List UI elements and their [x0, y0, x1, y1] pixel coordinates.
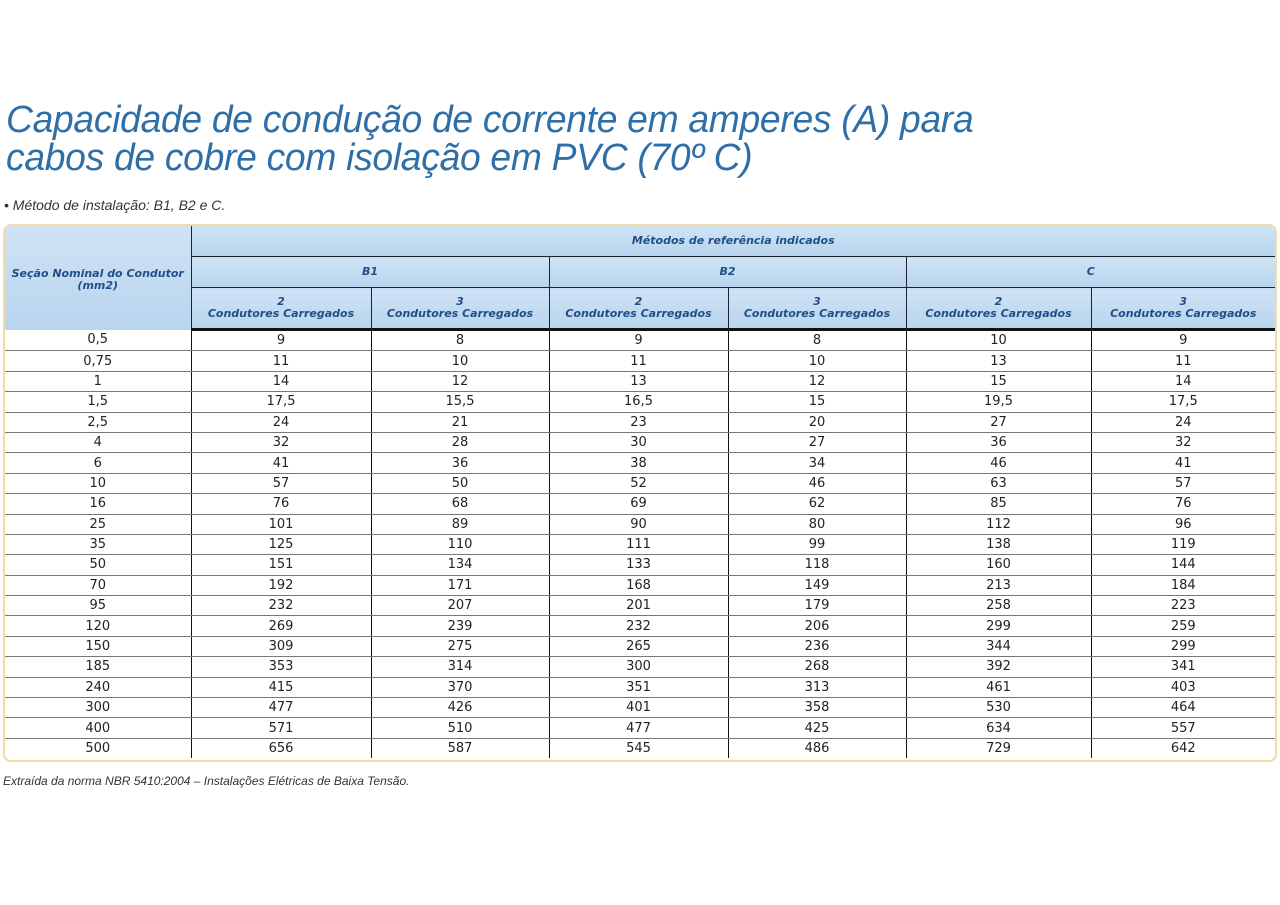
ampacity-table-container — [3, 224, 1277, 762]
ampacity-cell: 314 — [371, 657, 549, 677]
ampacity-cell: 16,5 — [549, 392, 728, 412]
conductor-count: 3 — [456, 295, 464, 308]
ampacity-cell: 201 — [549, 596, 728, 616]
table-row — [5, 392, 1275, 412]
ampacity-cell: 46 — [728, 473, 906, 493]
table-row — [5, 698, 1275, 718]
ampacity-cell: 415 — [191, 677, 371, 697]
ampacity-cell: 34 — [728, 453, 906, 473]
table-row — [5, 432, 1275, 452]
ampacity-cell: 353 — [191, 657, 371, 677]
ampacity-cell: 530 — [906, 698, 1091, 718]
ampacity-cell: 76 — [1091, 494, 1275, 514]
table-row — [5, 657, 1275, 677]
conductor-section-header-line1: Seção Nominal do Condutor — [11, 266, 184, 280]
section-cell: 16 — [5, 494, 191, 514]
loaded-conductors-header — [1091, 288, 1275, 330]
ampacity-cell: 138 — [906, 534, 1091, 554]
section-cell: 240 — [5, 677, 191, 697]
ampacity-cell: 206 — [728, 616, 906, 636]
ampacity-cell: 168 — [549, 575, 728, 595]
reference-methods-header: Métodos de referência indicados — [191, 226, 1275, 257]
ampacity-cell: 341 — [1091, 657, 1275, 677]
ampacity-cell: 313 — [728, 677, 906, 697]
table-row — [5, 453, 1275, 473]
ampacity-cell: 557 — [1091, 718, 1275, 738]
title-line-1: Capacidade de condução de corrente em amperes (A) para — [6, 99, 974, 141]
ampacity-cell: 236 — [728, 636, 906, 656]
ampacity-cell: 80 — [728, 514, 906, 534]
conductor-count: 3 — [1179, 295, 1188, 308]
ampacity-cell: 111 — [549, 534, 728, 554]
ampacity-cell: 119 — [1091, 534, 1275, 554]
table-row — [5, 616, 1275, 636]
section-cell: 25 — [5, 514, 191, 534]
ampacity-cell: 32 — [191, 432, 371, 452]
ampacity-cell: 20 — [728, 412, 906, 432]
method-c-header: C — [906, 257, 1275, 288]
source-footnote: Extraída da norma NBR 5410:2004 – Instalações Elétricas de Baixa Tensão. — [3, 774, 410, 788]
ampacity-cell: 299 — [1091, 636, 1275, 656]
table-row — [5, 636, 1275, 656]
ampacity-cell: 265 — [549, 636, 728, 656]
ampacity-cell: 403 — [1091, 677, 1275, 697]
page-title — [6, 101, 973, 177]
ampacity-cell: 41 — [1091, 453, 1275, 473]
loaded-conductors-header — [728, 288, 906, 330]
section-cell: 0,5 — [5, 330, 191, 351]
ampacity-cell: 69 — [549, 494, 728, 514]
ampacity-cell: 125 — [191, 534, 371, 554]
ampacity-cell: 729 — [906, 738, 1091, 758]
ampacity-cell: 9 — [549, 330, 728, 351]
ampacity-cell: 12 — [728, 371, 906, 391]
ampacity-cell: 477 — [549, 718, 728, 738]
ampacity-cell: 12 — [371, 371, 549, 391]
ampacity-cell: 370 — [371, 677, 549, 697]
section-cell: 0,75 — [5, 351, 191, 371]
conductor-count: 2 — [277, 295, 285, 308]
ampacity-cell: 634 — [906, 718, 1091, 738]
ampacity-cell: 179 — [728, 596, 906, 616]
ampacity-cell: 232 — [549, 616, 728, 636]
ampacity-cell: 642 — [1091, 738, 1275, 758]
ampacity-cell: 15 — [728, 392, 906, 412]
ampacity-cell: 30 — [549, 432, 728, 452]
table-row — [5, 718, 1275, 738]
ampacity-cell: 133 — [549, 555, 728, 575]
table-row — [5, 473, 1275, 493]
ampacity-cell: 110 — [371, 534, 549, 554]
ampacity-cell: 144 — [1091, 555, 1275, 575]
ampacity-cell: 351 — [549, 677, 728, 697]
section-cell: 1,5 — [5, 392, 191, 412]
ampacity-cell: 17,5 — [191, 392, 371, 412]
ampacity-cell: 160 — [906, 555, 1091, 575]
ampacity-cell: 19,5 — [906, 392, 1091, 412]
ampacity-cell: 232 — [191, 596, 371, 616]
ampacity-cell: 510 — [371, 718, 549, 738]
conductor-label: Condutores Carregados — [386, 307, 534, 320]
ampacity-cell: 27 — [906, 412, 1091, 432]
conductor-section-header — [5, 226, 191, 330]
section-cell: 185 — [5, 657, 191, 677]
section-cell: 10 — [5, 473, 191, 493]
ampacity-cell: 656 — [191, 738, 371, 758]
ampacity-cell: 90 — [549, 514, 728, 534]
ampacity-cell: 28 — [371, 432, 549, 452]
conductor-count: 3 — [813, 295, 821, 308]
section-cell: 95 — [5, 596, 191, 616]
ampacity-cell: 344 — [906, 636, 1091, 656]
section-cell: 50 — [5, 555, 191, 575]
table-body — [5, 330, 1275, 759]
ampacity-cell: 76 — [191, 494, 371, 514]
ampacity-cell: 24 — [191, 412, 371, 432]
loaded-conductors-header — [906, 288, 1091, 330]
table-row — [5, 412, 1275, 432]
section-cell: 4 — [5, 432, 191, 452]
ampacity-cell: 57 — [191, 473, 371, 493]
ampacity-cell: 10 — [906, 330, 1091, 351]
ampacity-cell: 15,5 — [371, 392, 549, 412]
ampacity-cell: 11 — [191, 351, 371, 371]
loaded-conductors-header — [371, 288, 549, 330]
ampacity-cell: 15 — [906, 371, 1091, 391]
ampacity-cell: 358 — [728, 698, 906, 718]
ampacity-cell: 461 — [906, 677, 1091, 697]
ampacity-cell: 426 — [371, 698, 549, 718]
section-cell: 2,5 — [5, 412, 191, 432]
section-cell: 500 — [85, 741, 111, 756]
table-row — [5, 330, 1275, 351]
ampacity-cell: 99 — [728, 534, 906, 554]
method-b1-header: B1 — [191, 257, 549, 288]
ampacity-cell: 36 — [371, 453, 549, 473]
conductor-label: Condutores Carregados — [1110, 307, 1257, 320]
ampacity-cell: 299 — [906, 616, 1091, 636]
table-row — [5, 575, 1275, 595]
table-row — [5, 534, 1275, 554]
title-line-2: cabos de cobre com isolação em PVC (70º C) — [6, 137, 753, 179]
table-row — [5, 596, 1275, 616]
ampacity-cell: 24 — [1091, 412, 1275, 432]
section-cell: 6 — [5, 453, 191, 473]
ampacity-cell: 300 — [549, 657, 728, 677]
ampacity-cell: 425 — [728, 718, 906, 738]
conductor-label: Condutores Carregados — [925, 307, 1072, 320]
ampacity-cell: 101 — [191, 514, 371, 534]
ampacity-cell: 11 — [549, 351, 728, 371]
ampacity-cell: 52 — [549, 473, 728, 493]
ampacity-cell: 63 — [906, 473, 1091, 493]
ampacity-cell: 9 — [1091, 330, 1275, 351]
ampacity-cell: 38 — [549, 453, 728, 473]
ampacity-cell: 96 — [1091, 514, 1275, 534]
ampacity-cell: 14 — [191, 371, 371, 391]
ampacity-cell: 151 — [191, 555, 371, 575]
table-row — [5, 738, 1275, 758]
ampacity-cell: 13 — [549, 371, 728, 391]
ampacity-cell: 545 — [549, 738, 728, 758]
ampacity-cell: 62 — [728, 494, 906, 514]
ampacity-cell: 17,5 — [1091, 392, 1275, 412]
ampacity-cell: 85 — [906, 494, 1091, 514]
ampacity-cell: 184 — [1091, 575, 1275, 595]
ampacity-cell: 50 — [371, 473, 549, 493]
conductor-section-header-line2: (mm2) — [77, 278, 119, 292]
ampacity-table — [5, 226, 1275, 758]
ampacity-cell: 269 — [191, 616, 371, 636]
ampacity-cell: 21 — [371, 412, 549, 432]
ampacity-cell: 275 — [371, 636, 549, 656]
conductor-count: 2 — [634, 295, 643, 308]
section-cell: 400 — [5, 718, 191, 738]
ampacity-cell: 464 — [1091, 698, 1275, 718]
section-cell: 120 — [5, 616, 191, 636]
ampacity-cell: 10 — [728, 351, 906, 371]
conductor-label: Condutores Carregados — [207, 307, 355, 320]
ampacity-cell: 13 — [906, 351, 1091, 371]
table-row — [5, 555, 1275, 575]
method-b2-header: B2 — [549, 257, 906, 288]
ampacity-cell: 192 — [191, 575, 371, 595]
conductor-count: 2 — [994, 295, 1003, 308]
ampacity-cell: 268 — [728, 657, 906, 677]
ampacity-cell: 89 — [371, 514, 549, 534]
conductor-label: Condutores Carregados — [565, 307, 712, 320]
table-row — [5, 514, 1275, 534]
ampacity-cell: 309 — [191, 636, 371, 656]
loaded-conductors-header — [191, 288, 371, 330]
ampacity-cell: 57 — [1091, 473, 1275, 493]
ampacity-cell: 112 — [906, 514, 1091, 534]
ampacity-cell: 486 — [728, 738, 906, 758]
ampacity-cell: 36 — [906, 432, 1091, 452]
conductor-label: Condutores Carregados — [743, 307, 891, 320]
ampacity-cell: 32 — [1091, 432, 1275, 452]
ampacity-cell: 27 — [728, 432, 906, 452]
ampacity-cell: 213 — [906, 575, 1091, 595]
ampacity-cell: 8 — [728, 330, 906, 351]
ampacity-cell: 392 — [906, 657, 1091, 677]
ampacity-cell: 10 — [371, 351, 549, 371]
ampacity-cell: 171 — [371, 575, 549, 595]
ampacity-cell: 68 — [371, 494, 549, 514]
ampacity-cell: 239 — [371, 616, 549, 636]
ampacity-cell: 571 — [191, 718, 371, 738]
table-row — [5, 351, 1275, 371]
ampacity-cell: 118 — [728, 555, 906, 575]
section-cell: 70 — [5, 575, 191, 595]
section-cell: 1 — [5, 371, 191, 391]
ampacity-cell: 207 — [371, 596, 549, 616]
ampacity-cell: 401 — [549, 698, 728, 718]
ampacity-cell: 11 — [1091, 351, 1275, 371]
ampacity-cell: 223 — [1091, 596, 1275, 616]
ampacity-cell: 23 — [549, 412, 728, 432]
section-cell: 35 — [5, 534, 191, 554]
section-cell: 150 — [5, 636, 191, 656]
ampacity-cell: 149 — [728, 575, 906, 595]
table-row — [5, 677, 1275, 697]
installation-method-note: • Método de instalação: B1, B2 e C. — [4, 197, 226, 213]
ampacity-cell: 14 — [1091, 371, 1275, 391]
ampacity-cell: 9 — [191, 330, 371, 351]
ampacity-cell: 259 — [1091, 616, 1275, 636]
table-row — [5, 371, 1275, 391]
section-cell: 300 — [5, 698, 191, 718]
ampacity-cell: 41 — [191, 453, 371, 473]
ampacity-cell: 587 — [371, 738, 549, 758]
ampacity-cell: 8 — [371, 330, 549, 351]
ampacity-cell: 46 — [906, 453, 1091, 473]
table-row — [5, 494, 1275, 514]
ampacity-cell: 134 — [371, 555, 549, 575]
ampacity-cell: 258 — [906, 596, 1091, 616]
ampacity-cell: 477 — [191, 698, 371, 718]
loaded-conductors-header — [549, 288, 728, 330]
